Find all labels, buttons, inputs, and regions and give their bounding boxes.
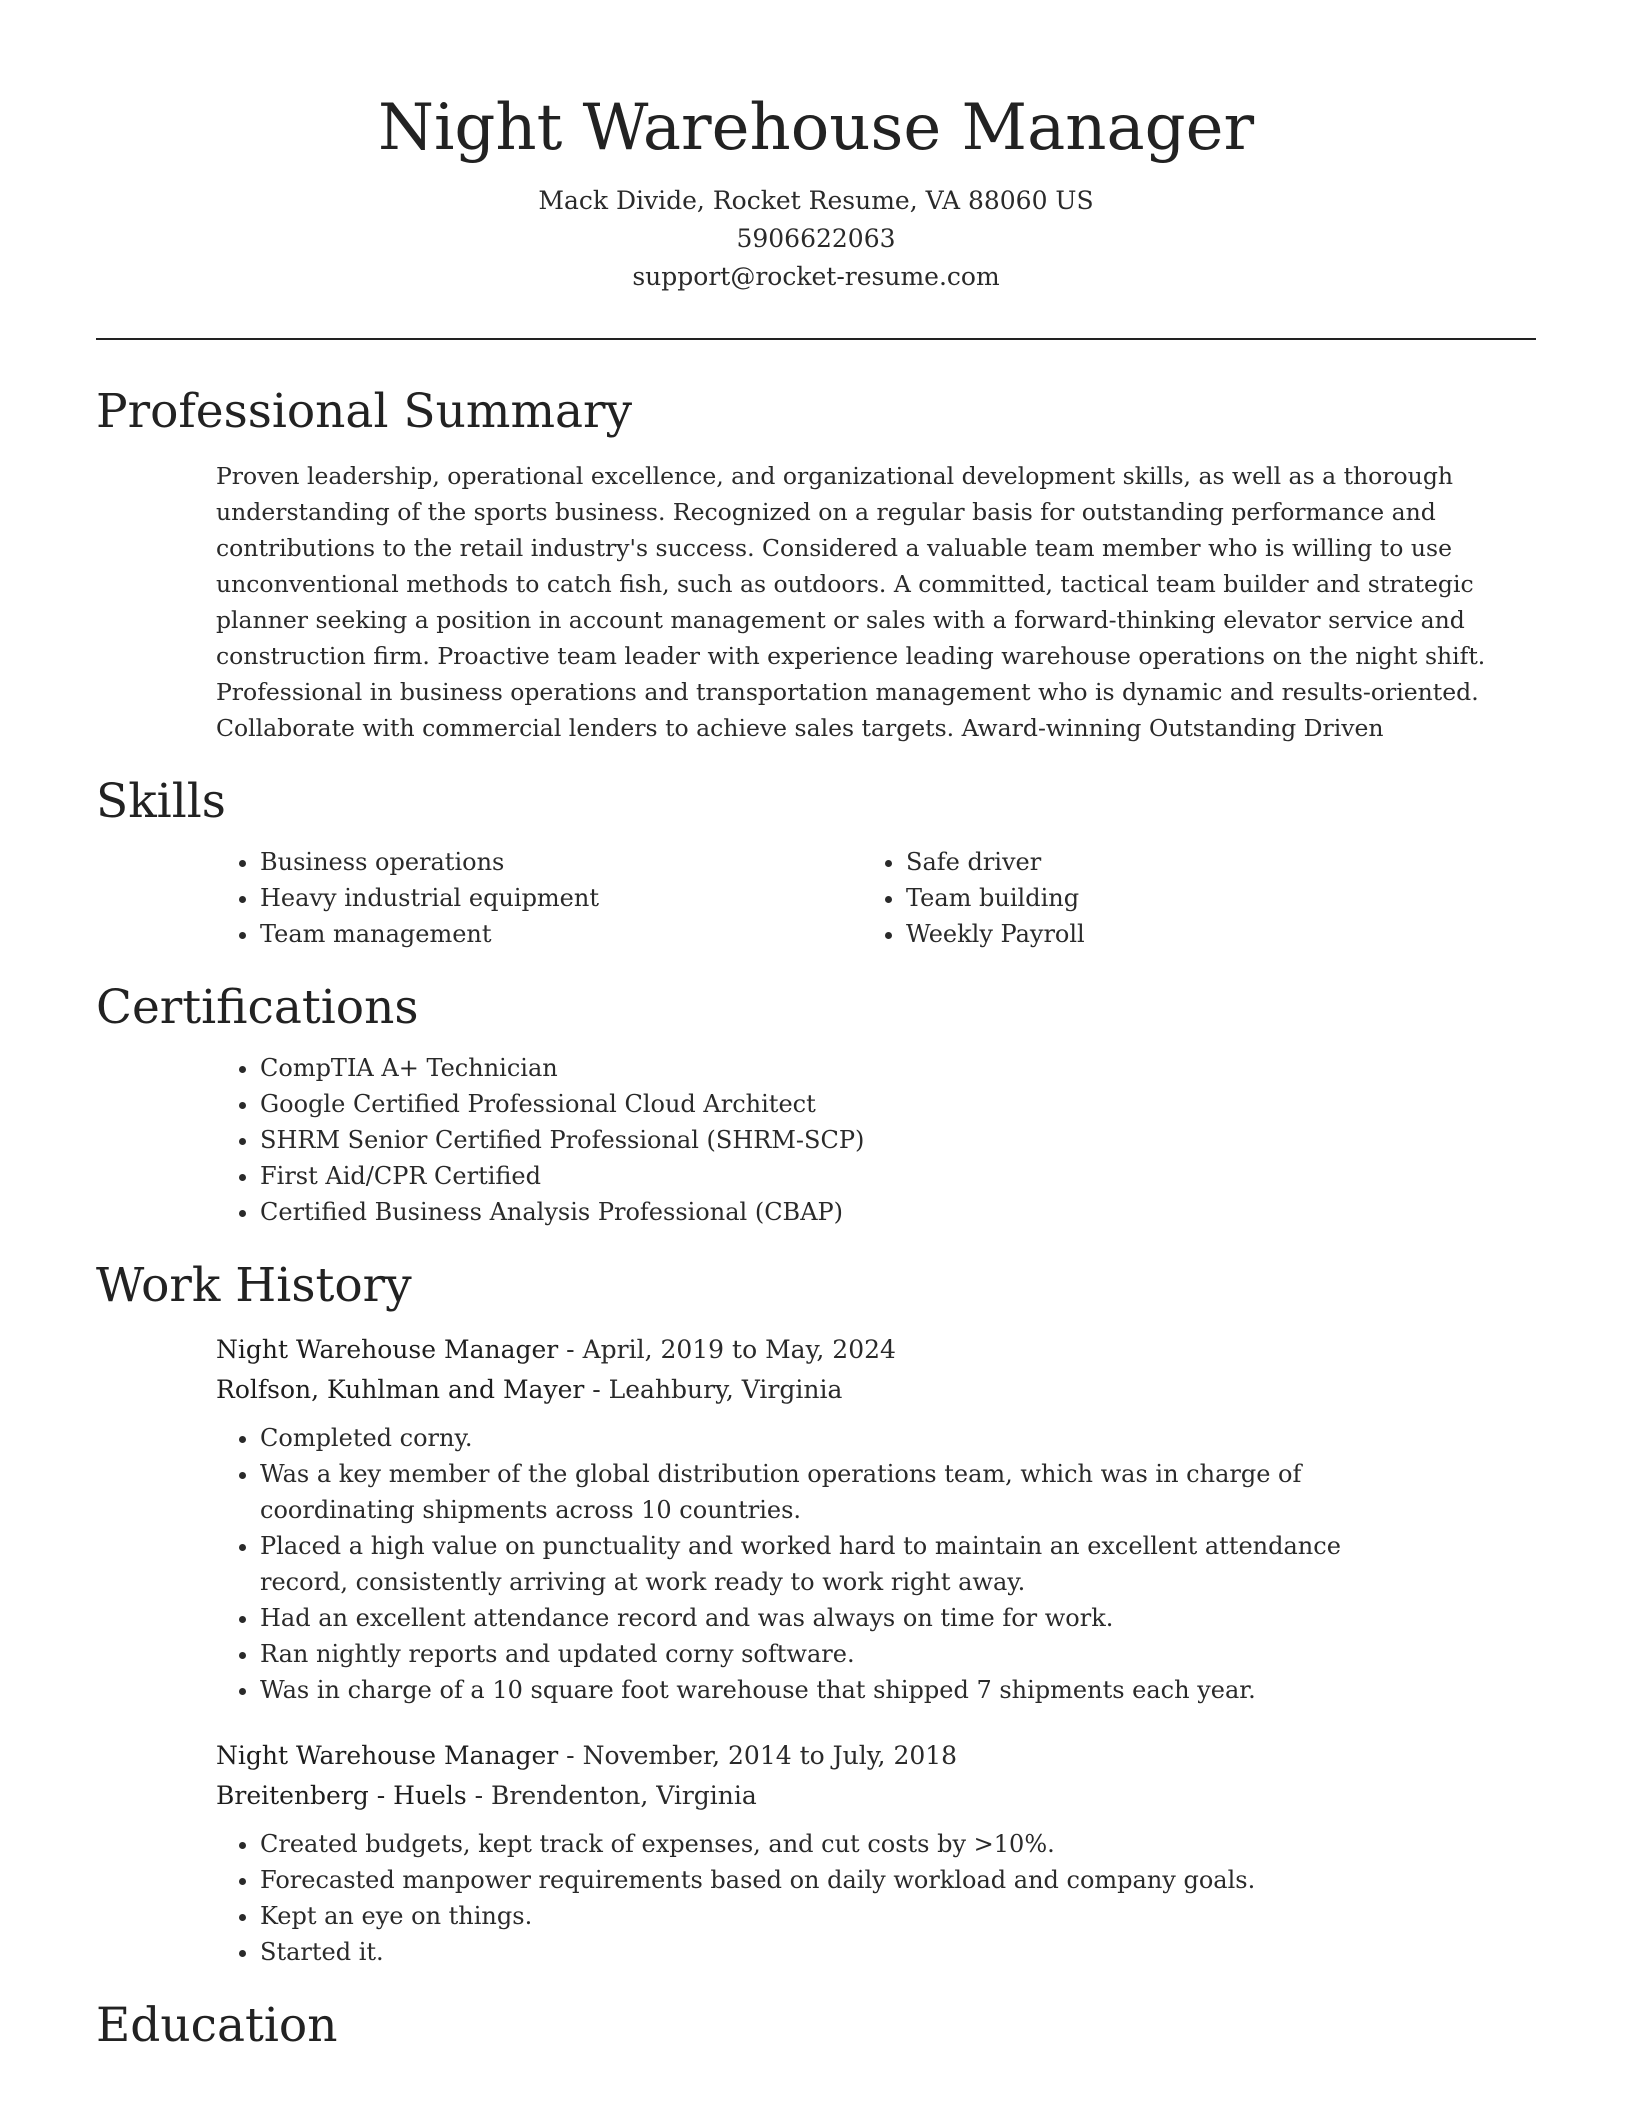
certification-item: • Google Certified Professional Cloud Architect <box>260 1086 1536 1122</box>
job-dates: - November, 2014 to July, 2018 <box>558 1741 958 1770</box>
job-bullets <box>216 1826 1536 1970</box>
certification-item: • First Aid/CPR Certified <box>260 1158 1536 1194</box>
certification-item: • Certified Business Analysis Professional (CBAP) <box>260 1194 1536 1230</box>
summary-text: Proven leadership, operational excellence, and organizational development skills, as well as a thorough understanding of the sports business. Recognized on a regular basis for outstanding performance and contributions to the retail industry's success. Considered a valuable team member who is willing to use unconventional methods to catch fish, such as outdoors. A committed, tactical team builder and strategic planner seeking a position in account management or sales with a forward-thinking elevator service and construction firm. Proactive team leader with experience leading warehouse operations on the night shift. Professional in business operations and transportation management who is dynamic and results-oriented. Collaborate with commercial lenders to achieve sales targets. Award-winning Outstanding Driven <box>216 462 1486 742</box>
job-bullet: • Was in charge of a 10 square foot warehouse that shipped 7 shipments each year. <box>260 1672 1430 1708</box>
skills-heading: Skills <box>96 774 226 829</box>
skills-list-left <box>96 844 746 952</box>
job-title: Night Warehouse Manager <box>216 1741 559 1770</box>
job-entry <box>216 1330 1536 1708</box>
summary-heading: Professional Summary <box>96 384 633 439</box>
skills-columns <box>96 834 1536 952</box>
skills-list-right <box>746 844 1392 952</box>
job-bullet: • Created budgets, kept track of expenses, and cut costs by >10%. <box>260 1826 1430 1862</box>
job-title-line <box>216 1736 1536 1776</box>
job-dates: - April, 2019 to May, 2024 <box>558 1335 896 1364</box>
certifications-heading: Certifications <box>96 980 419 1035</box>
candidate-title: Night Warehouse Manager <box>377 91 1255 165</box>
job-bullet: • Started it. <box>260 1934 1430 1970</box>
job-bullet: • Was a key member of the global distribution operations team, which was in charge of coordinating shipments across 10 countries. <box>260 1456 1430 1528</box>
address: Mack Divide, Rocket Resume, VA 88060 US <box>538 186 1094 215</box>
certification-item: • CompTIA A+ Technician <box>260 1050 1536 1086</box>
contact-block <box>96 182 1536 296</box>
education-section <box>96 1994 1536 2058</box>
job-company-line <box>216 1776 1536 1816</box>
job-bullet: • Placed a high value on punctuality and worked hard to maintain an excellent attendance record, consistently arriving at work ready to work right away. <box>260 1528 1430 1600</box>
header-divider <box>96 338 1536 340</box>
phone: 5906622063 <box>736 224 896 253</box>
job-entry <box>216 1736 1536 1970</box>
job-bullets <box>216 1420 1536 1708</box>
skill-item: • Safe driver <box>906 844 1392 880</box>
job-bullet: • Had an excellent attendance record and was always on time for work. <box>260 1600 1430 1636</box>
education-heading: Education <box>96 1998 338 2053</box>
job-company-line <box>216 1370 1536 1410</box>
skill-item: • Business operations <box>260 844 746 880</box>
certifications-list <box>96 1050 1536 1230</box>
certifications-section <box>96 976 1536 1230</box>
skill-item: • Heavy industrial equipment <box>260 880 746 916</box>
work-history-heading: Work History <box>96 1258 412 1313</box>
email: support@rocket-resume.com <box>632 262 1000 291</box>
work-history-section <box>96 1254 1536 1970</box>
job-company: Rolfson, Kuhlman and Mayer <box>216 1375 585 1404</box>
job-bullet: • Kept an eye on things. <box>260 1898 1430 1934</box>
job-bullet: • Forecasted manpower requirements based on daily workload and company goals. <box>260 1862 1430 1898</box>
resume-page <box>96 0 1536 2058</box>
skill-item: • Weekly Payroll <box>906 916 1392 952</box>
skill-item: • Team building <box>906 880 1392 916</box>
summary-section <box>96 380 1536 746</box>
job-bullet: • Ran nightly reports and updated corny software. <box>260 1636 1430 1672</box>
job-company: Breitenberg - Huels <box>216 1781 467 1810</box>
job-title-line <box>216 1330 1536 1370</box>
skill-item: • Team management <box>260 916 746 952</box>
skills-section <box>96 770 1536 952</box>
job-location: - Leahbury, Virginia <box>584 1375 843 1404</box>
job-location: - Brendenton, Virginia <box>466 1781 757 1810</box>
job-title: Night Warehouse Manager <box>216 1335 559 1364</box>
job-bullet: • Completed corny. <box>260 1420 1430 1456</box>
certification-item: • SHRM Senior Certified Professional (SHRM-SCP) <box>260 1122 1536 1158</box>
